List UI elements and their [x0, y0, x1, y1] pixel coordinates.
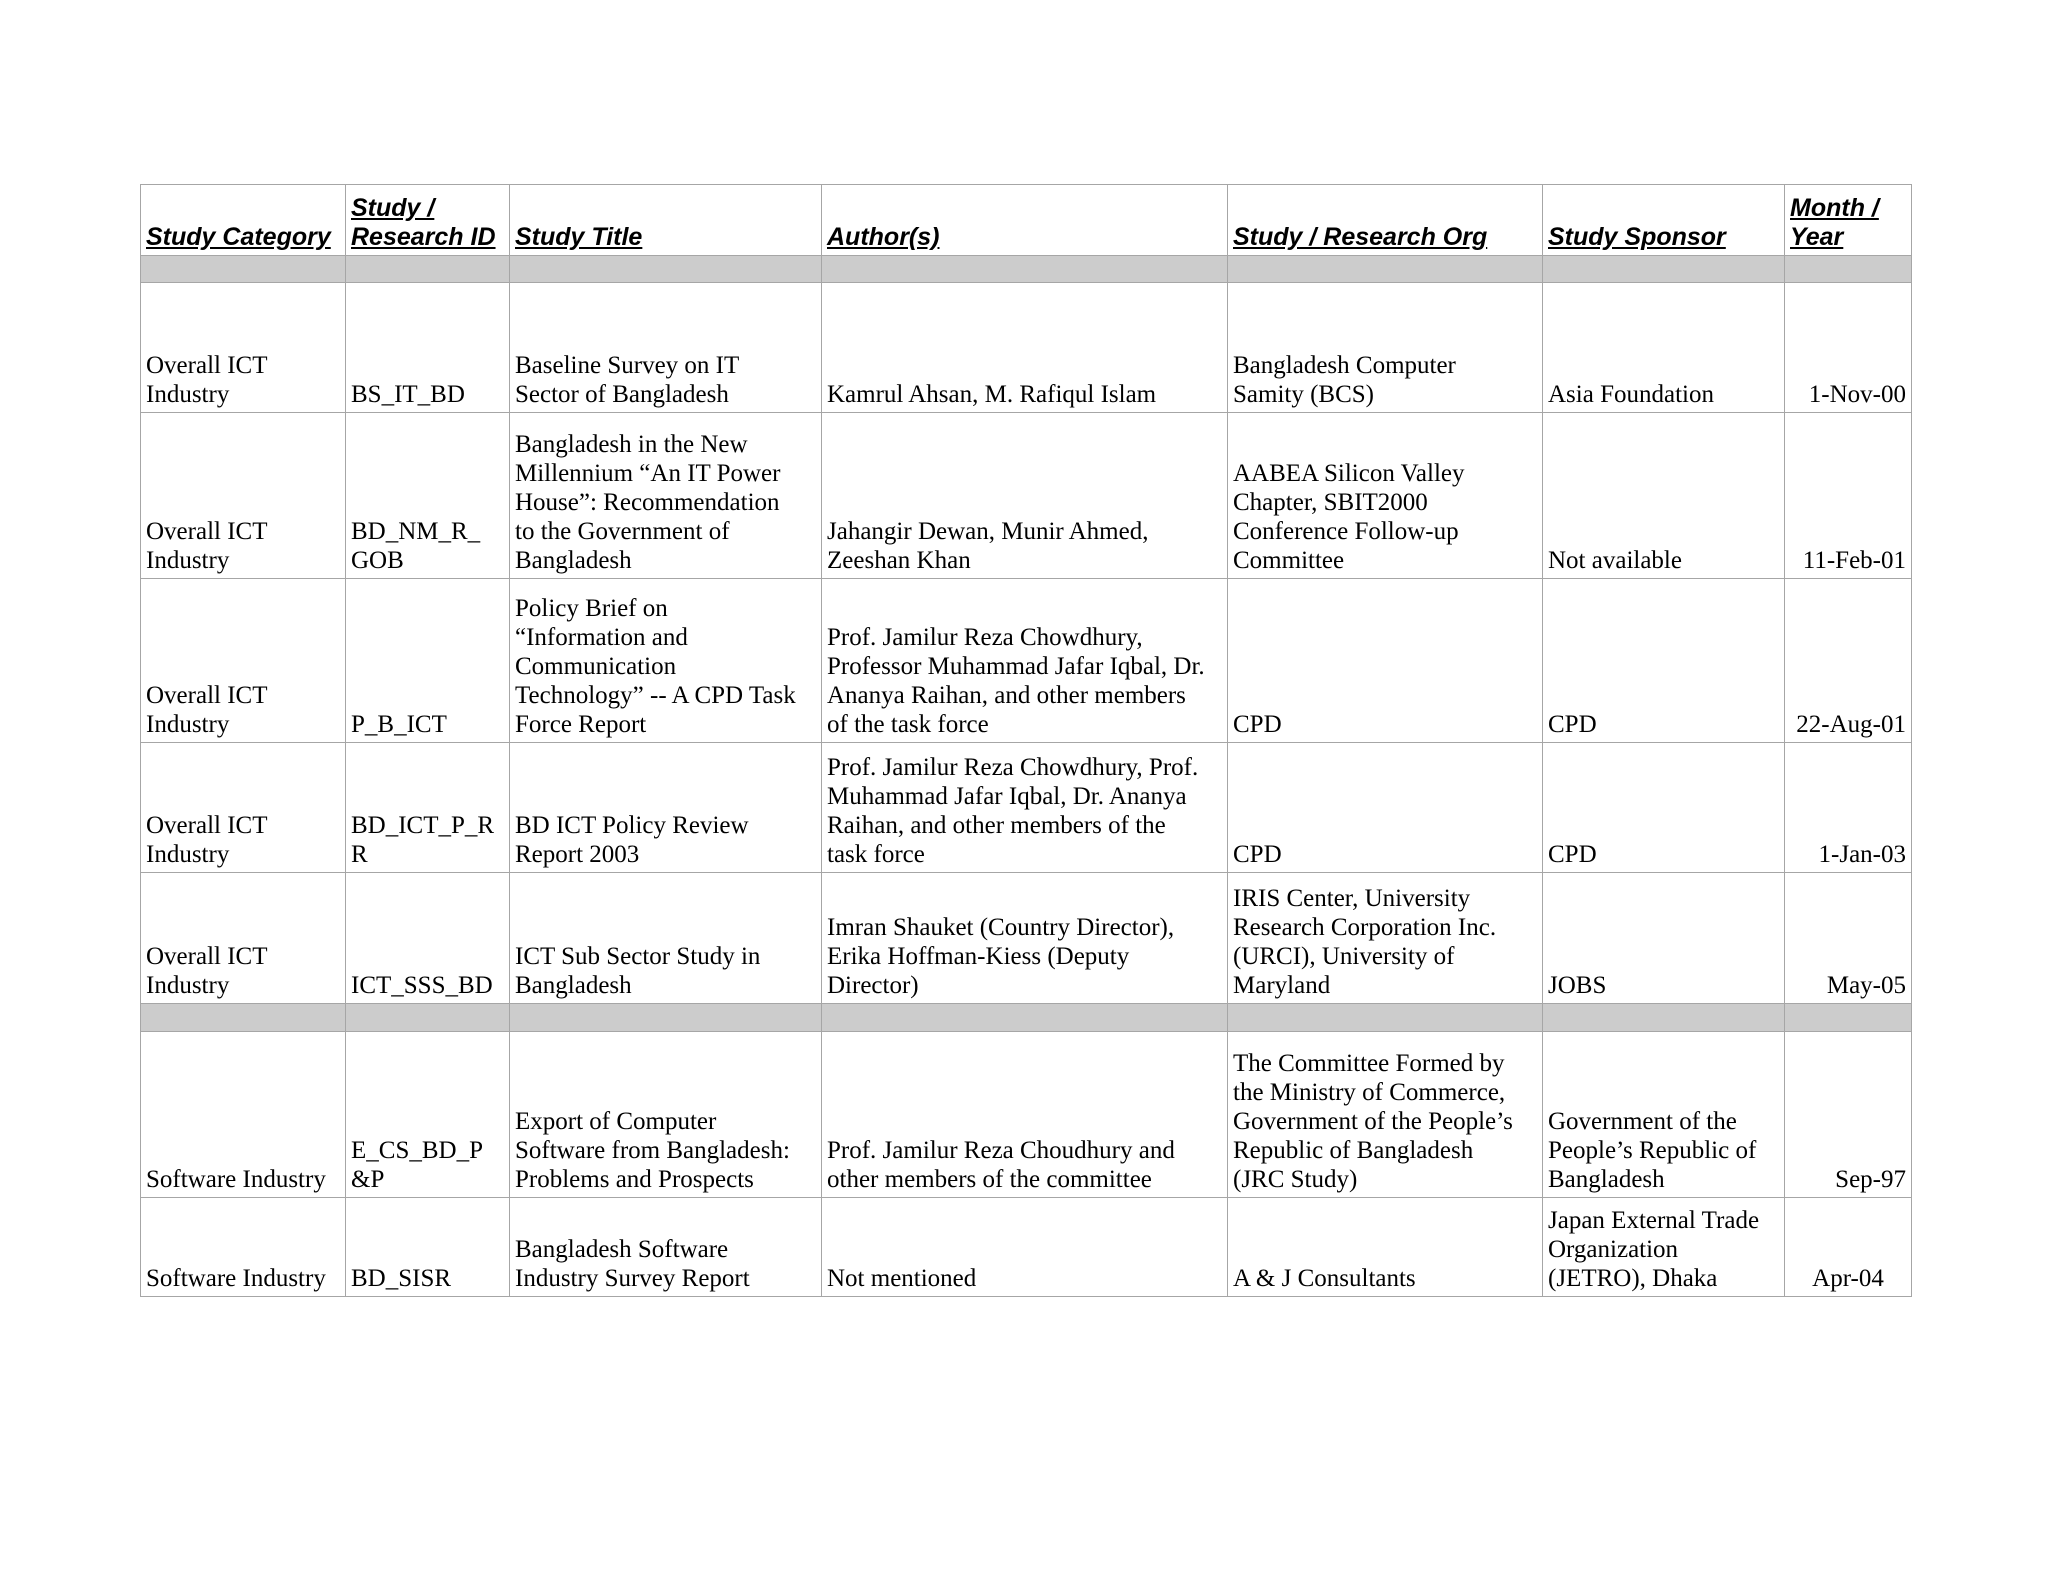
table-row [141, 873, 1912, 1004]
cell-authors: Prof. Jamilur Reza Chowdhury, Professor Muhammad Jafar Iqbal, Dr. Ananya Raihan, and other members of the task force [822, 579, 1228, 743]
section-separator-row [141, 256, 1912, 283]
header-research-org: Study / Research Org [1228, 185, 1543, 256]
cell-org: Bangladesh Computer Samity (BCS) [1228, 283, 1543, 413]
table-row [141, 1198, 1912, 1297]
cell-title: Export of Computer Software from Bangladesh: Problems and Prospects [510, 1032, 822, 1198]
cell-title: BD ICT Policy Review Report 2003 [510, 743, 822, 873]
header-research-id: Study / Research ID [346, 185, 510, 256]
cell-sponsor: JOBS [1543, 873, 1785, 1004]
cell-date: Apr-04 [1785, 1198, 1912, 1297]
cell-date: Sep-97 [1785, 1032, 1912, 1198]
header-study-title: Study Title [510, 185, 822, 256]
cell-research-id: P_B_ICT [346, 579, 510, 743]
cell-research-id: BD_SISR [346, 1198, 510, 1297]
cell-research-id: BS_IT_BD [346, 283, 510, 413]
studies-table [140, 184, 1912, 1297]
cell-title: Policy Brief on “Information and Communication Technology” -- A CPD Task Force Report [510, 579, 822, 743]
header-authors: Author(s) [822, 185, 1228, 256]
cell-date: May-05 [1785, 873, 1912, 1004]
table-row [141, 1032, 1912, 1198]
cell-date: 1-Nov-00 [1785, 283, 1912, 413]
cell-sponsor: CPD [1543, 579, 1785, 743]
cell-title: Bangladesh in the New Millennium “An IT Power House”: Recommendation to the Government of Bangladesh [510, 413, 822, 579]
cell-authors: Kamrul Ahsan, M. Rafiqul Islam [822, 283, 1228, 413]
table-row [141, 743, 1912, 873]
cell-org: The Committee Formed by the Ministry of Commerce, Government of the People’s Republic of Bangladesh (JRC Study) [1228, 1032, 1543, 1198]
cell-category: Overall ICT Industry [141, 413, 346, 579]
cell-org: A & J Consultants [1228, 1198, 1543, 1297]
cell-title: ICT Sub Sector Study in Bangladesh [510, 873, 822, 1004]
header-row [141, 185, 1912, 256]
cell-org: CPD [1228, 743, 1543, 873]
cell-org: IRIS Center, University Research Corporation Inc. (URCI), University of Maryland [1228, 873, 1543, 1004]
cell-category: Overall ICT Industry [141, 283, 346, 413]
cell-org: AABEA Silicon Valley Chapter, SBIT2000 Conference Follow-up Committee [1228, 413, 1543, 579]
header-study-category: Study Category [141, 185, 346, 256]
table-row [141, 413, 1912, 579]
cell-authors: Not mentioned [822, 1198, 1228, 1297]
cell-date: 11-Feb-01 [1785, 413, 1912, 579]
cell-category: Software Industry [141, 1198, 346, 1297]
cell-research-id: BD_NM_R_ GOB [346, 413, 510, 579]
cell-title: Baseline Survey on IT Sector of Bangladesh [510, 283, 822, 413]
cell-research-id: BD_ICT_P_R R [346, 743, 510, 873]
cell-authors: Jahangir Dewan, Munir Ahmed, Zeeshan Khan [822, 413, 1228, 579]
cell-research-id: E_CS_BD_P &P [346, 1032, 510, 1198]
cell-authors: Prof. Jamilur Reza Chowdhury, Prof. Muhammad Jafar Iqbal, Dr. Ananya Raihan, and other members of the task force [822, 743, 1228, 873]
cell-category: Software Industry [141, 1032, 346, 1198]
cell-authors: Imran Shauket (Country Director), Erika Hoffman-Kiess (Deputy Director) [822, 873, 1228, 1004]
cell-sponsor: CPD [1543, 743, 1785, 873]
cell-research-id: ICT_SSS_BD [346, 873, 510, 1004]
cell-sponsor: Not available [1543, 413, 1785, 579]
table-row [141, 283, 1912, 413]
cell-category: Overall ICT Industry [141, 873, 346, 1004]
cell-authors: Prof. Jamilur Reza Choudhury and other members of the committee [822, 1032, 1228, 1198]
cell-title: Bangladesh Software Industry Survey Report [510, 1198, 822, 1297]
cell-category: Overall ICT Industry [141, 743, 346, 873]
cell-sponsor: Japan External Trade Organization (JETRO), Dhaka [1543, 1198, 1785, 1297]
table-row [141, 579, 1912, 743]
header-study-sponsor: Study Sponsor [1543, 185, 1785, 256]
header-month-year: Month / Year [1785, 185, 1912, 256]
section-separator-row [141, 1004, 1912, 1032]
cell-category: Overall ICT Industry [141, 579, 346, 743]
cell-org: CPD [1228, 579, 1543, 743]
cell-sponsor: Government of the People’s Republic of Bangladesh [1543, 1032, 1785, 1198]
cell-date: 22-Aug-01 [1785, 579, 1912, 743]
cell-sponsor: Asia Foundation [1543, 283, 1785, 413]
cell-date: 1-Jan-03 [1785, 743, 1912, 873]
